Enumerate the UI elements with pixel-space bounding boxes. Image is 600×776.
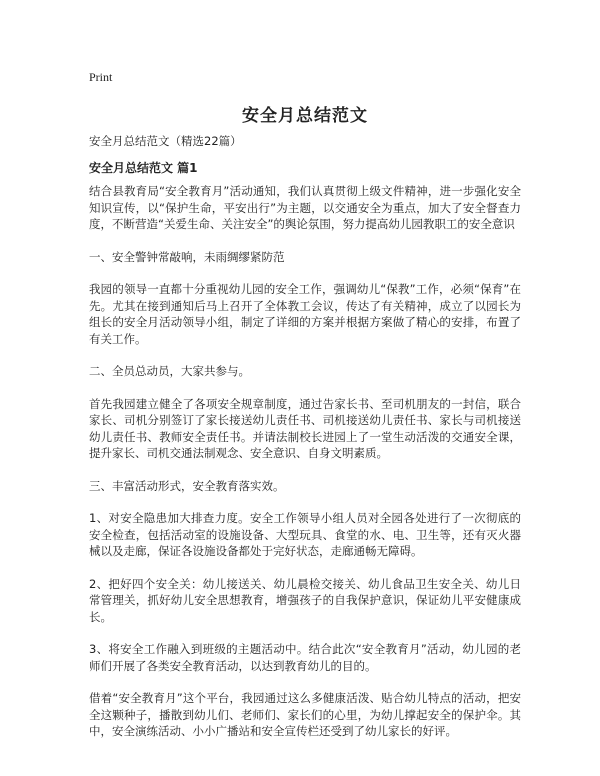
paragraph-item-3: 3、将安全工作融入到班级的主题活动中。结合此次“安全教育月”活动，幼儿园的老师们开展了各类安全教育活动，以达到教育幼儿的目的。 bbox=[89, 642, 521, 673]
print-link[interactable]: Print bbox=[89, 70, 113, 84]
paragraph-heading-2: 二、全员总动员，大家共参与。 bbox=[89, 364, 250, 378]
paragraph-heading-3: 三、丰富活动形式，安全教育落实效。 bbox=[89, 478, 285, 493]
document-title: 安全月总结范文 bbox=[242, 106, 368, 126]
document-body bbox=[89, 183, 521, 756]
paragraph-leadership: 我园的领导一直都十分重视幼儿园的安全工作，强调幼儿“保教”工作，必须“保育”在先。尤其在接到通知后马上召开了全体教工会议，传达了有关精神，成立了以园长为组长的安全月活动领导小组，制定了详细的方案并根据方案做了精心的安排，布置了有关工作。 bbox=[89, 282, 521, 346]
paragraph-intro: 结合县教育局“安全教育月”活动通知，我们认真贯彻上级文件精神，进一步强化安全知识宣传，以“保护生命，平安出行”为主题，以交通安全为重点，加大了安全督查力度，不断营造“关爱生命、关注安全”的舆论氛围，努力提高幼儿园教职工的安全意识 bbox=[89, 184, 521, 231]
paragraph-rules: 首先我园建立健全了各项安全规章制度，通过告家长书、至司机朋友的一封信，联合家长、司机分别签订了家长接送幼儿责任书、司机接送幼儿责任书、家长与司机接送幼儿责任书、教师安全责任书。并请法制校长进园上了一堂生动活泼的交通安全课，提升家长、司机交通法制观念、安全意识、自身文明素质。 bbox=[89, 396, 521, 460]
document-subtitle: 安全月总结范文（精选22篇） bbox=[89, 134, 242, 148]
paragraph-summary: 借着“安全教育月”这个平台，我园通过这么多健康活泼、贴合幼儿特点的活动，把安全这颗种子，播散到幼儿们、老师们、家长们的心里，为幼儿撑起安全的保护伞。其中，安全演练活动、小小广播站和安全宣传栏还受到了幼儿家长的好评。 bbox=[89, 691, 521, 738]
section-heading: 安全月总结范文 篇1 bbox=[89, 161, 198, 175]
paragraph-item-1: 1、对安全隐患加大排查力度。安全工作领导小组人员对全园各处进行了一次彻底的安全检查，包括活动室的设施设备、大型玩具、食堂的水、电、卫生等，还有灭火器械以及走廊，保证各设施设备都处于完好状态，走廊通畅无障碍。 bbox=[89, 511, 521, 558]
paragraph-item-2: 2、把好四个安全关：幼儿接送关、幼儿晨检交接关、幼儿食品卫生安全关、幼儿日常管理关，抓好幼儿安全思想教育，增强孩子的自我保护意识，保证幼儿平安健康成长。 bbox=[89, 576, 521, 624]
paragraph-heading-1: 一、安全警钟常敲响，未雨绸缪紧防范 bbox=[89, 249, 285, 264]
